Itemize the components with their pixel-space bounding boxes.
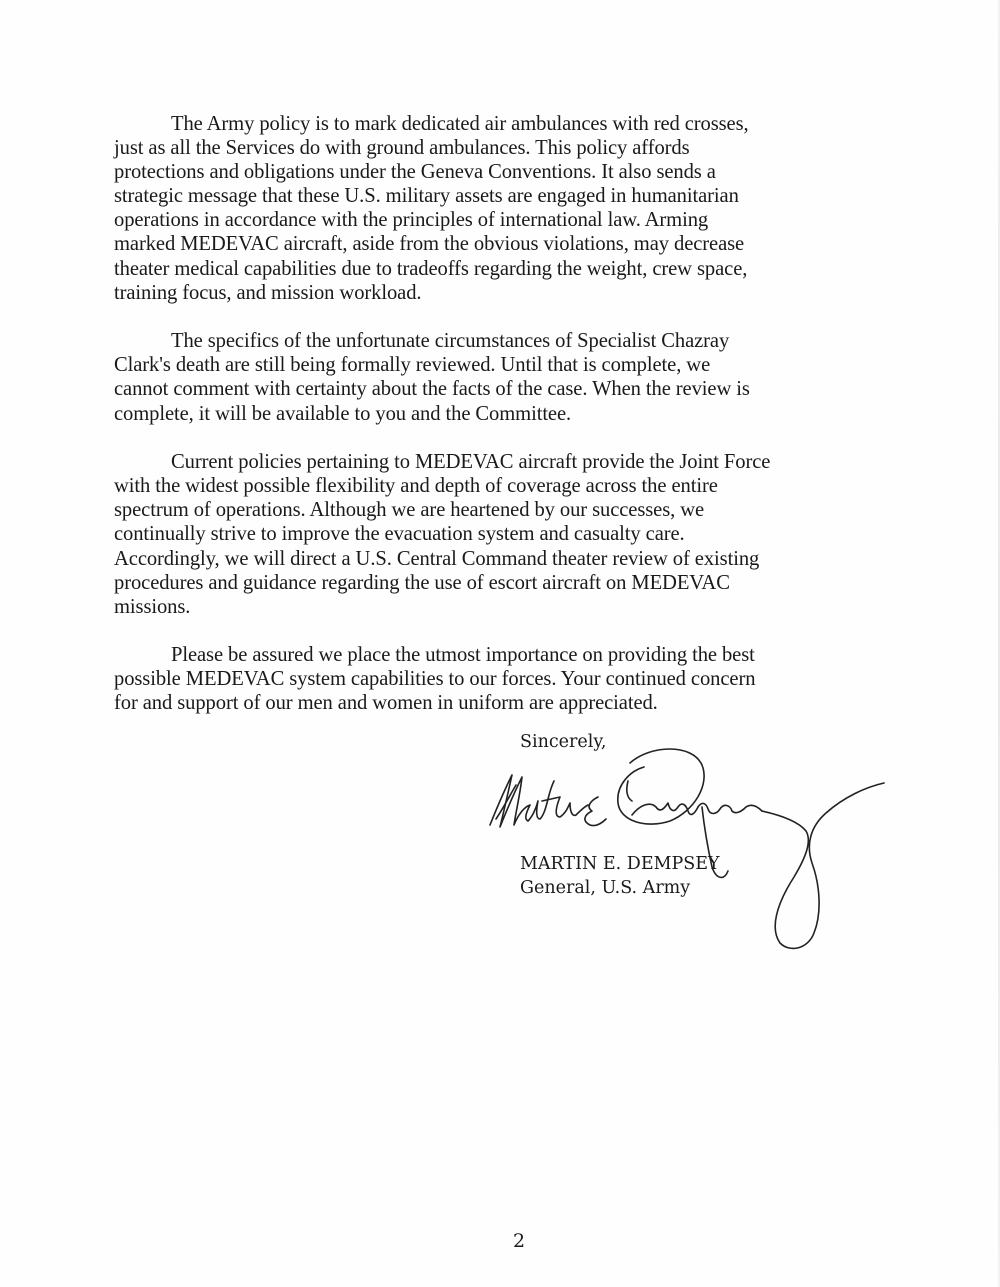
- text-line: The Army policy is to mark dedicated air ambulances with red crosses,: [171, 113, 749, 135]
- text-line: possible MEDEVAC system capabilities to our forces. Your continued concern: [114, 668, 756, 691]
- paragraph-assurance: [114, 643, 920, 715]
- text-line: cannot comment with certainty about the facts of the case. When the review is: [114, 378, 750, 401]
- text-line: theater medical capabilities due to tradeoffs regarding the weight, crew space,: [114, 257, 748, 280]
- letter-body: [114, 112, 920, 740]
- text-line: for and support of our men and women in uniform are appreciated.: [114, 692, 658, 715]
- text-line: operations in accordance with the principles of international law. Arming: [114, 209, 709, 232]
- page-number: 2: [513, 1230, 526, 1252]
- text-line: protections and obligations under the Geneva Conventions. It also sends a: [114, 161, 716, 184]
- text-line: Please be assured we place the utmost importance on providing the best: [171, 644, 755, 667]
- text-line: training focus, and mission workload.: [114, 281, 422, 304]
- text-line: procedures and guidance regarding the use of escort aircraft on MEDEVAC: [114, 571, 730, 594]
- text-line: missions.: [114, 595, 191, 618]
- paragraph-current-policies: [114, 450, 920, 619]
- closing-salutation: Sincerely,: [520, 732, 607, 752]
- text-line: just as all the Services do with ground ambulances. This policy affords: [114, 137, 690, 160]
- text-line: continually strive to improve the evacuation system and casualty care.: [114, 523, 685, 546]
- signatory-name: MARTIN E. DEMPSEY: [520, 854, 720, 874]
- text-line: strategic message that these U.S. military assets are engaged in humanitarian: [114, 185, 739, 208]
- text-line: complete, it will be available to you and the Committee.: [114, 402, 572, 425]
- text-line: Clark's death are still being formally reviewed. Until that is complete, we: [114, 354, 711, 377]
- paragraph-specialist-review: [114, 329, 920, 425]
- text-line: Current policies pertaining to MEDEVAC aircraft provide the Joint Force: [171, 451, 771, 474]
- text-line: The specifics of the unfortunate circumstances of Specialist Chazray: [171, 330, 730, 353]
- text-line: marked MEDEVAC aircraft, aside from the obvious violations, may decrease: [114, 233, 745, 256]
- text-line: Accordingly, we will direct a U.S. Central Command theater review of existing: [114, 547, 760, 570]
- signatory-title: General, U.S. Army: [520, 878, 691, 898]
- paragraph-red-cross-policy: [114, 112, 920, 305]
- text-line: spectrum of operations. Although we are heartened by our successes, we: [114, 499, 705, 522]
- text-line: with the widest possible flexibility and depth of coverage across the entire: [114, 475, 718, 498]
- handwritten-signature-icon: [480, 745, 900, 955]
